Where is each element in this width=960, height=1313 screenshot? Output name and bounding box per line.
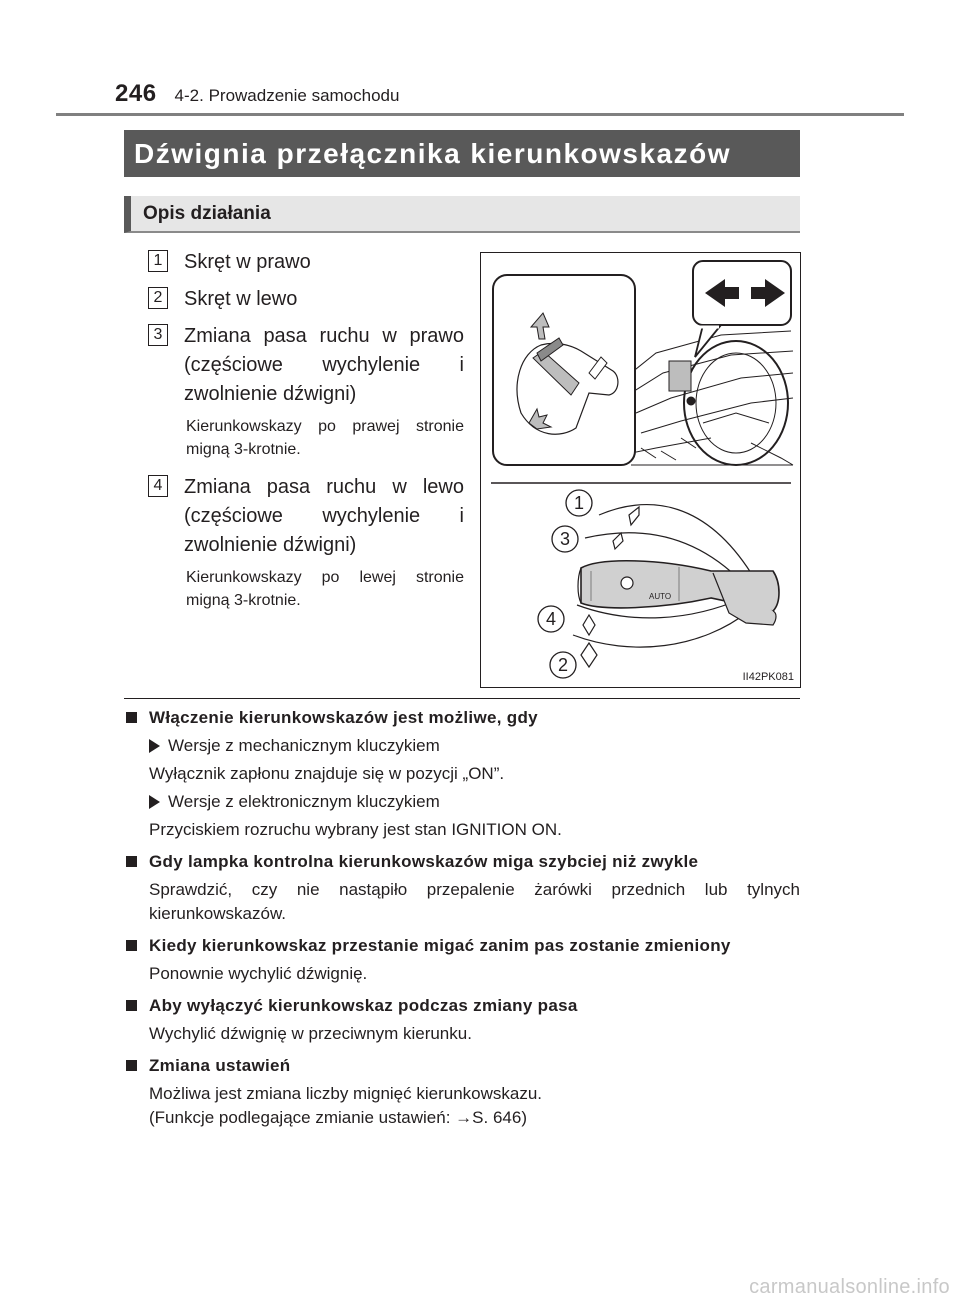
step-text: Zmiana pasa ruchu w lewo (częściowe wychylenie i zwolnienie dźwigni) bbox=[184, 476, 464, 556]
step-number: 4 bbox=[148, 475, 168, 497]
note-heading-row bbox=[124, 706, 800, 730]
step-number: 1 bbox=[148, 250, 168, 272]
note-block bbox=[124, 994, 800, 1046]
square-bullet-icon bbox=[126, 856, 137, 867]
note-body: Wychylić dźwignię w przeciwnym kierunku. bbox=[149, 1024, 472, 1043]
note-block bbox=[124, 934, 800, 986]
note-heading: Włączenie kierunkowskazów jest możliwe, gdy bbox=[149, 708, 538, 727]
note-ref-prefix: (Funkcje podlegające zmianie ustawień: bbox=[149, 1108, 456, 1127]
note-body: Przyciskiem rozruchu wybrany jest stan IGNITION ON. bbox=[149, 820, 562, 839]
square-bullet-icon bbox=[126, 1000, 137, 1011]
section-title: Dźwignia przełącznika kierunkowskazów bbox=[134, 138, 732, 169]
step-text: Skręt w prawo bbox=[184, 251, 311, 273]
lever-illustration bbox=[481, 253, 800, 687]
note-body: Ponownie wychylić dźwignię. bbox=[149, 964, 368, 983]
dashboard-sketch bbox=[631, 331, 793, 465]
note-heading: Kiedy kierunkowskaz przestanie migać zanim pas zostanie zmieniony bbox=[149, 936, 731, 955]
subsection-title: Opis działania bbox=[143, 203, 271, 224]
page-number: 246 bbox=[115, 80, 157, 107]
note-heading: Gdy lampka kontrolna kierunkowskazów miga szybciej niż zwykle bbox=[149, 852, 699, 871]
figure-code: II42PK081 bbox=[742, 671, 794, 683]
note-block bbox=[124, 706, 800, 842]
note-heading: Zmiana ustawień bbox=[149, 1056, 291, 1075]
step-text: Zmiana pasa ruchu w prawo (częściowe wychylenie i zwolnienie dźwigni) bbox=[184, 325, 464, 405]
note-heading-row bbox=[124, 934, 800, 958]
lever-inset bbox=[493, 275, 635, 465]
note-body: Sprawdzić, czy nie nastąpiło przepalenie żarówki przednich lub tylnych kierunkowskazów. bbox=[149, 880, 800, 923]
note-heading: Aby wyłączyć kierunkowskaz podczas zmiany pasa bbox=[149, 996, 578, 1015]
note-subheading-row bbox=[149, 790, 800, 814]
turn-signal-lever-figure bbox=[480, 252, 801, 688]
arrow-down-icon bbox=[581, 643, 597, 667]
note-body-line: Możliwa jest zmiana liczby mignięć kierunkowskazu. bbox=[149, 1084, 543, 1103]
step-item bbox=[148, 285, 464, 314]
step-note: Kierunkowskazy po prawej stronie migną 3-krotnie. bbox=[186, 418, 464, 458]
step-item bbox=[148, 322, 464, 409]
watermark: carmanualsonline.info bbox=[749, 1276, 950, 1298]
auto-label: AUTO bbox=[649, 592, 672, 601]
arrow-down-small-icon bbox=[583, 615, 595, 635]
step-item bbox=[148, 248, 464, 277]
note-body bbox=[149, 1082, 800, 1130]
reference-arrow-icon: → bbox=[455, 1108, 473, 1127]
note-subheading: Wersje z elektronicznym kluczykiem bbox=[168, 792, 440, 811]
step-item bbox=[148, 473, 464, 560]
arrow-up-icon bbox=[629, 507, 639, 525]
note-body: Wyłącznik zapłonu znajduje się w pozycji „ON”. bbox=[149, 764, 505, 783]
triangle-bullet-icon bbox=[149, 739, 160, 753]
step-note: Kierunkowskazy po lewej stronie migną 3-krotnie. bbox=[186, 569, 464, 609]
step-number: 3 bbox=[148, 324, 168, 346]
callout-3: 3 bbox=[559, 529, 571, 549]
note-block bbox=[124, 1054, 800, 1130]
note-heading-row bbox=[124, 1054, 800, 1078]
subsection-bar bbox=[124, 196, 800, 233]
note-subheading-row bbox=[149, 734, 800, 758]
section-divider bbox=[124, 698, 800, 699]
square-bullet-icon bbox=[126, 940, 137, 951]
section-title-bar bbox=[124, 130, 800, 177]
step-text: Skręt w lewo bbox=[184, 288, 298, 310]
note-heading-row bbox=[124, 850, 800, 874]
square-bullet-icon bbox=[126, 1060, 137, 1071]
page-header bbox=[115, 80, 399, 108]
step-number: 2 bbox=[148, 287, 168, 309]
callout-4: 4 bbox=[545, 609, 557, 629]
note-subheading: Wersje z mechanicznym kluczykiem bbox=[168, 736, 440, 755]
callout-2: 2 bbox=[557, 655, 569, 675]
note-heading-row bbox=[124, 994, 800, 1018]
turn-indicator-bubble bbox=[693, 261, 791, 357]
header-divider bbox=[56, 113, 904, 116]
note-block bbox=[124, 850, 800, 926]
lever-detail bbox=[573, 505, 779, 648]
page-reference-link[interactable]: S. 646) bbox=[472, 1108, 527, 1127]
triangle-bullet-icon bbox=[149, 795, 160, 809]
step-list bbox=[148, 248, 464, 624]
callout-1: 1 bbox=[573, 493, 585, 513]
notes-section bbox=[124, 706, 800, 1138]
chapter-title: 4-2. Prowadzenie samochodu bbox=[174, 86, 400, 105]
arrow-up-small-icon bbox=[613, 533, 623, 549]
square-bullet-icon bbox=[126, 712, 137, 723]
